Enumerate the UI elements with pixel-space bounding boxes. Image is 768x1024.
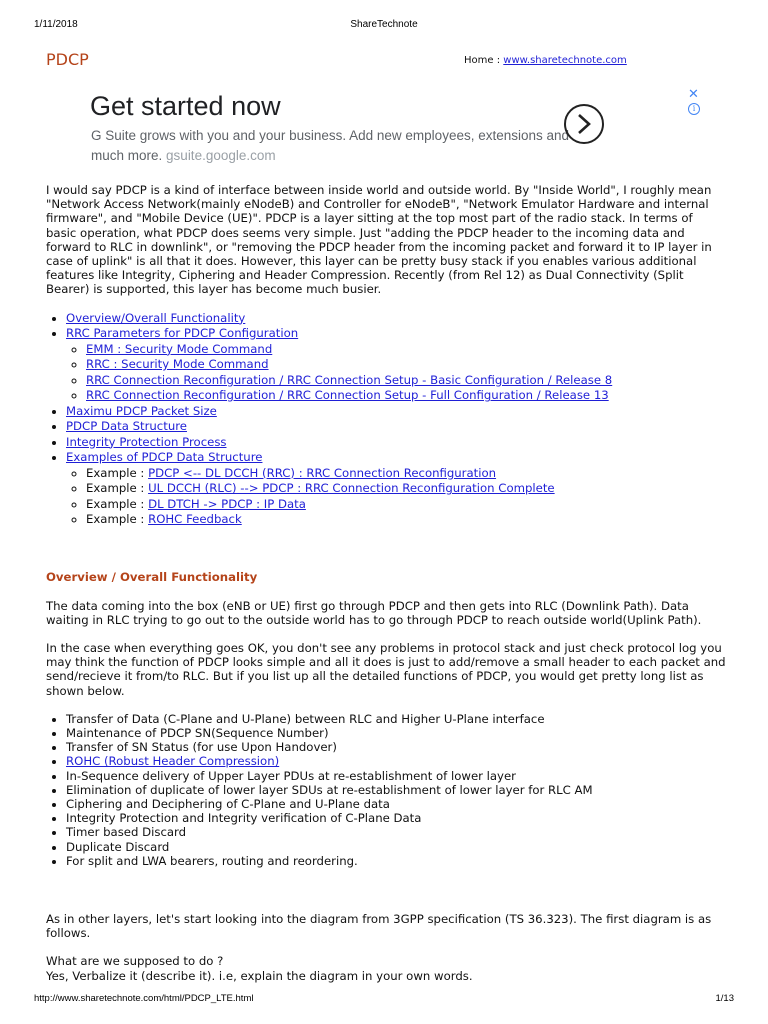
- toc-subitem: [86, 388, 726, 404]
- intro-paragraph: I would say PDCP is a kind of interface between inside world and outside world. By "Inside World", I roughly mean "Network Access Network(mainly eNodeB) and Controller for eNodeB", "Network Emulator Hardware and internal firmware", and "Mobile Device (UE)". PDCP is a layer sitting at the top most part of the radio stack. In terms of basic operation, what PDCP does seems very simple. Just "adding the PDCP header to the incoming data and forward to RLC in downlink", or "removing the PDCP header from the incoming packet and forward it to IP layer in case of uplink" is all that it does. However, this layer can be pretty busy stack if you enables various additional features like Integrity, Ciphering and Header Compression. Recently (from Rel 12) as Dual Connectivity (Split Bearer) is supported, this layer has become much busier.: [46, 183, 712, 297]
- section-paragraph: The data coming into the box (eNB or UE) first go through PDCP and then gets into RLC (Downlink Path). Data waiting in RLC trying to go out to the outside world has to go through PDCP to reach outside world(Uplink Path).: [46, 598, 702, 627]
- toc-item: [66, 326, 726, 404]
- toc-subitem: [86, 497, 726, 513]
- ad-url: gsuite.google.com: [166, 148, 276, 163]
- toc-subitem: [86, 357, 726, 373]
- function-item: • Transfer of Data (C-Plane and U-Plane) between RLC and Higher U-Plane interface: [66, 712, 726, 726]
- function-item: • Elimination of duplicate of lower layer SDUs at re-establishment of lower layer for RLC AM: [66, 783, 726, 797]
- print-date: 1/11/2018: [34, 19, 78, 30]
- section-paragraph: In the case when everything goes OK, you don't see any problems in protocol stack and just check protocol log you may think the function of PDCP looks simple and all it does is just to add/remove a small header to each packet and send/recieve it from/to RLC. But if you list up all the detailed functions of PDCP, you would get pretty long list as shown below.: [46, 641, 726, 698]
- ad-banner[interactable]: [46, 85, 711, 175]
- toc-link-rrc-full-config[interactable]: RRC Connection Reconfiguration / RRC Connection Setup - Full Configuration / Release 13: [86, 388, 609, 403]
- function-item: • Timer based Discard: [66, 825, 726, 839]
- function-list: [46, 712, 726, 868]
- print-footer-url: http://www.sharetechnote.com/html/PDCP_LTE.html: [34, 993, 254, 1004]
- toc-sublist: [66, 342, 726, 404]
- table-of-contents: [46, 311, 726, 528]
- toc-link-example-ul-dcch[interactable]: UL DCCH (RLC) --> PDCP : RRC Connection Reconfiguration Complete: [148, 481, 555, 496]
- ad-description: G Suite grows with you and your business. Add new employees, extensions and much more.: [91, 128, 570, 163]
- toc-link-emm-smc[interactable]: EMM : Security Mode Command: [86, 341, 273, 356]
- function-item: • Duplicate Discard: [66, 840, 726, 854]
- toc-link-integrity[interactable]: Integrity Protection Process: [66, 434, 227, 449]
- question-line: What are we supposed to do ?: [46, 954, 224, 969]
- info-icon[interactable]: i: [688, 103, 700, 115]
- toc-link-rrc-smc[interactable]: RRC : Security Mode Command: [86, 357, 269, 372]
- toc-link-rrc-basic-config[interactable]: RRC Connection Reconfiguration / RRC Connection Setup - Basic Configuration / Release 8: [86, 372, 613, 387]
- example-prefix: Example :: [86, 496, 145, 511]
- toc-subitem: [86, 512, 726, 528]
- close-icon[interactable]: ✕: [688, 87, 699, 102]
- toc-subitem: [86, 481, 726, 497]
- example-prefix: Example :: [86, 465, 145, 480]
- article-body: [46, 183, 726, 983]
- toc-item: [66, 404, 726, 420]
- toc-link-max-packet-size[interactable]: Maximu PDCP Packet Size: [66, 403, 217, 418]
- page-title: PDCP: [46, 50, 89, 69]
- function-item: • For split and LWA bearers, routing and reordering.: [66, 854, 726, 868]
- example-prefix: Example :: [86, 512, 145, 527]
- home-label: Home :: [464, 55, 501, 66]
- toc-link-example-dl-dtch[interactable]: DL DTCH -> PDCP : IP Data: [148, 496, 306, 511]
- function-item: • Ciphering and Deciphering of C-Plane and U-Plane data: [66, 797, 726, 811]
- ad-text: [91, 126, 571, 166]
- ad-headline: Get started now: [90, 91, 281, 121]
- section-heading: Overview / Overall Functionality: [46, 569, 258, 584]
- print-page-number: 1/13: [715, 993, 734, 1004]
- function-item: [66, 754, 726, 768]
- chevron-right-icon: [575, 113, 593, 135]
- toc-link-example-rohc[interactable]: ROHC Feedback: [148, 512, 242, 527]
- home-nav: [464, 55, 627, 66]
- toc-item: [66, 435, 726, 451]
- toc-item: [66, 419, 726, 435]
- toc-subitem: [86, 342, 726, 358]
- toc-item: [66, 311, 726, 327]
- toc-link-example-dl-dcch[interactable]: PDCP <-- DL DCCH (RRC) : RRC Connection Reconfiguration: [148, 465, 497, 480]
- function-item: • Transfer of SN Status (for use Upon Handover): [66, 740, 726, 754]
- toc-link-data-structure[interactable]: PDCP Data Structure: [66, 419, 187, 434]
- toc-link-rrc-parameters[interactable]: RRC Parameters for PDCP Configuration: [66, 326, 299, 341]
- print-site-title: ShareTechnote: [350, 19, 418, 30]
- toc-subitem: [86, 373, 726, 389]
- toc-item: [66, 450, 726, 528]
- example-prefix: Example :: [86, 481, 145, 496]
- toc-subitem: [86, 466, 726, 482]
- function-item: • In-Sequence delivery of Upper Layer PDUs at re-establishment of lower layer: [66, 769, 726, 783]
- ad-go-button[interactable]: [564, 104, 604, 144]
- toc-link-overview[interactable]: Overview/Overall Functionality: [66, 310, 246, 325]
- answer-line: Yes, Verbalize it (describe it). i.e, explain the diagram in your own words.: [46, 968, 473, 983]
- function-item: • Integrity Protection and Integrity verification of C-Plane Data: [66, 811, 726, 825]
- home-link[interactable]: www.sharetechnote.com: [503, 55, 627, 66]
- toc-link-examples[interactable]: Examples of PDCP Data Structure: [66, 450, 263, 465]
- section-paragraph: As in other layers, let's start looking into the diagram from 3GPP specification (TS 36.323). The first diagram is as follows.: [46, 912, 712, 941]
- toc-sublist: [66, 466, 726, 528]
- rohc-link[interactable]: ROHC (Robust Header Compression): [66, 754, 280, 769]
- function-item: • Maintenance of PDCP SN(Sequence Number): [66, 726, 726, 740]
